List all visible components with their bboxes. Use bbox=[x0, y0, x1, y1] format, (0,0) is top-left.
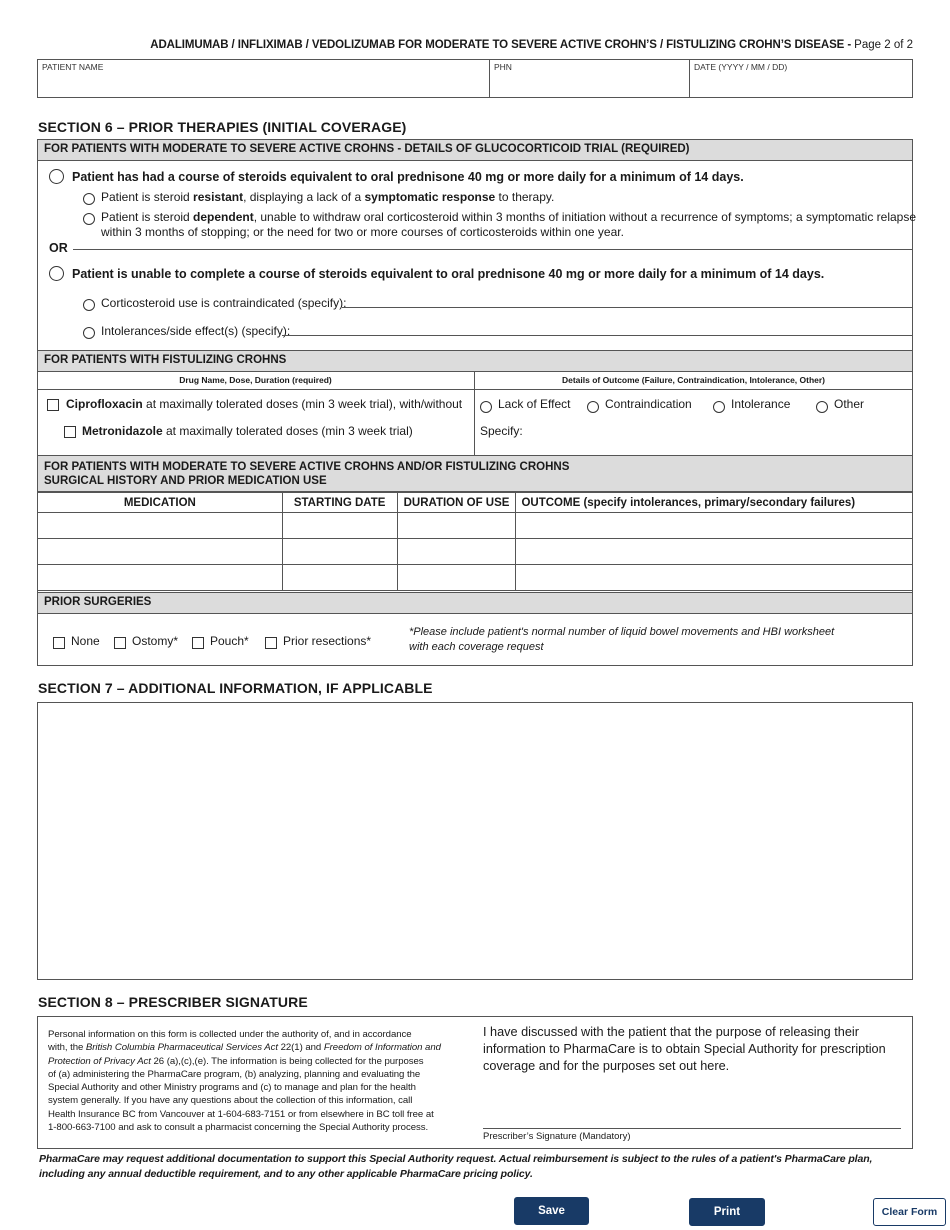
table-row bbox=[38, 565, 913, 591]
drug-column-header: Drug Name, Dose, Duration (required) bbox=[37, 372, 474, 390]
prior-surgeries-band: PRIOR SURGERIES bbox=[37, 592, 913, 614]
or-label: OR bbox=[49, 241, 68, 255]
prior-resections-checkbox[interactable] bbox=[265, 634, 277, 652]
unable-steroid-label: Patient is unable to complete a course of steroids equivalent to oral prednisone 40 mg or more daily for a minimum of 14 days. bbox=[72, 267, 825, 281]
starting-date-cell[interactable] bbox=[282, 539, 397, 565]
surgical-band-line-1: FOR PATIENTS WITH MODERATE TO SEVERE ACTIVE CROHNS AND/OR FISTULIZING CROHNS bbox=[44, 461, 570, 473]
page-number: Page 2 of 2 bbox=[854, 39, 913, 51]
steroid-course-label: Patient has had a course of steroids equivalent to oral prednisone 40 mg or more daily for a minimum of 14 days. bbox=[72, 170, 744, 184]
medication-header: MEDICATION bbox=[38, 493, 283, 513]
ostomy-label: Ostomy* bbox=[132, 634, 179, 648]
medication-cell[interactable] bbox=[38, 565, 283, 591]
consent-line: I have discussed with the patient that the purpose of releasing their bbox=[483, 1025, 859, 1039]
disclaimer-line: including any annual deductible requirement, and to any other applicable PharmaCare pricing policy. bbox=[39, 1168, 533, 1180]
clear-form-button[interactable]: Clear Form bbox=[873, 1198, 946, 1226]
duration-cell[interactable] bbox=[397, 513, 516, 539]
contraindicated-label: Corticosteroid use is contraindicated (specify): bbox=[101, 296, 347, 310]
intolerance-specify-label: Intolerances/side effect(s) (specify): bbox=[101, 324, 291, 338]
additional-info-field[interactable] bbox=[37, 702, 913, 980]
print-button[interactable]: Print bbox=[689, 1198, 765, 1226]
patient-name-label: PATIENT NAME bbox=[42, 62, 104, 72]
privacy-line: 1-800-663-7100 and ask to consult a pharmacist concerning the Special Authority process. bbox=[48, 1122, 429, 1134]
glucocorticoid-band: FOR PATIENTS WITH MODERATE TO SEVERE ACTIVE CROHNS - DETAILS OF GLUCOCORTICOID TRIAL (REQUIRED) bbox=[37, 139, 913, 161]
table-row bbox=[38, 539, 913, 565]
divider bbox=[689, 60, 690, 97]
signature-label: Prescriber’s Signature (Mandatory) bbox=[483, 1131, 631, 1142]
privacy-line: system generally. If you have any questions about the collection of this information, call bbox=[48, 1095, 413, 1107]
duration-header: DURATION OF USE bbox=[397, 493, 516, 513]
steroid-resistant-label: Patient is steroid resistant, displaying a lack of a symptomatic response to therapy. bbox=[101, 190, 555, 204]
signature-field[interactable] bbox=[483, 1095, 901, 1129]
other-label: Other bbox=[834, 397, 865, 411]
form-title: ADALIMUMAB / INFLIXIMAB / VEDOLIZUMAB FOR MODERATE TO SEVERE ACTIVE CROHN’S / FISTULIZING CROHN’S DISEASE bbox=[150, 39, 845, 51]
surgical-band-line-2: SURGICAL HISTORY AND PRIOR MEDICATION USE bbox=[44, 475, 327, 487]
metronidazole-label: Metronidazole at maximally tolerated doses (min 3 week trial) bbox=[82, 424, 413, 438]
privacy-notice bbox=[48, 1028, 468, 1134]
specify-label: Specify: bbox=[480, 424, 523, 438]
contraindication-radio[interactable] bbox=[587, 398, 599, 416]
steroid-dependent-label-cont: within 3 months of stopping; or the need for two or more courses of corticosteroids within one year. bbox=[101, 225, 624, 239]
medication-header-row bbox=[38, 493, 913, 513]
outcome-column-header: Details of Outcome (Failure, Contraindication, Intolerance, Other) bbox=[474, 372, 913, 390]
medication-table bbox=[37, 492, 913, 591]
pouch-checkbox[interactable] bbox=[192, 634, 204, 652]
privacy-line: with, the British Columbia Pharmaceutical Services Act 22(1) and Freedom of Information and bbox=[48, 1042, 441, 1054]
contraindicated-field[interactable] bbox=[342, 294, 912, 308]
patient-info-row bbox=[37, 59, 913, 98]
specify-field[interactable] bbox=[525, 422, 905, 438]
surgery-note bbox=[409, 625, 834, 655]
starting-date-cell[interactable] bbox=[282, 565, 397, 591]
ostomy-checkbox[interactable] bbox=[114, 634, 126, 652]
outcome-header: OUTCOME (specify intolerances, primary/secondary failures) bbox=[516, 493, 913, 513]
date-field[interactable] bbox=[694, 74, 909, 96]
save-button[interactable]: Save bbox=[514, 1197, 589, 1225]
privacy-line: of (a) administering the PharmaCare program, (b) analyzing, planning and evaluating the bbox=[48, 1068, 421, 1080]
privacy-line: Personal information on this form is collected under the authority of, and in accordance bbox=[48, 1029, 412, 1040]
pouch-label: Pouch* bbox=[210, 634, 249, 648]
starting-date-cell[interactable] bbox=[282, 513, 397, 539]
intolerance-radio[interactable] bbox=[713, 398, 725, 416]
surgery-note-line-2: with each coverage request bbox=[409, 641, 544, 653]
column-divider bbox=[474, 372, 475, 456]
disclaimer-line: PharmaCare may request additional documentation to support this Special Authority request. Actual reimbursement is subject to the rules of a patient's PharmaCare plan, bbox=[39, 1153, 873, 1165]
privacy-line: Protection of Privacy Act 26 (a),(c),(e). The information is being collected for the purposes bbox=[48, 1055, 424, 1067]
medication-cell[interactable] bbox=[38, 539, 283, 565]
outcome-cell[interactable] bbox=[516, 539, 913, 565]
consent-line: coverage and for the purposes set out here. bbox=[483, 1059, 730, 1073]
steroid-course-radio[interactable] bbox=[49, 168, 64, 186]
surgery-note-line-1: *Please include patient's normal number of liquid bowel movements and HBI worksheet bbox=[409, 626, 835, 638]
privacy-line: Special Authority and other Ministry programs and (c) to manage and plan for the health bbox=[48, 1082, 416, 1094]
intolerance-specify-radio[interactable] bbox=[83, 324, 95, 342]
none-checkbox[interactable] bbox=[53, 634, 65, 652]
steroid-dependent-radio[interactable] bbox=[83, 210, 95, 228]
steroid-dependent-label: Patient is steroid dependent, unable to withdraw oral corticosteroid within 3 months of initiation without a recurrence of symptoms; a symptomatic relapse bbox=[101, 210, 917, 224]
consent-line: information to PharmaCare is to obtain Special Authority for prescription bbox=[483, 1042, 886, 1056]
title-dash: - bbox=[844, 39, 855, 51]
section-8-title: SECTION 8 – PRESCRIBER SIGNATURE bbox=[38, 994, 308, 1010]
starting-date-header: STARTING DATE bbox=[282, 493, 397, 513]
contraindication-label: Contraindication bbox=[605, 397, 692, 411]
medication-cell[interactable] bbox=[38, 513, 283, 539]
lack-of-effect-radio[interactable] bbox=[480, 398, 492, 416]
page-header bbox=[0, 39, 913, 51]
ciprofloxacin-label: Ciprofloxacin at maximally tolerated doses (min 3 week trial), with/without bbox=[66, 397, 463, 411]
patient-name-field[interactable] bbox=[42, 74, 482, 96]
intolerance-specify-field[interactable] bbox=[282, 322, 912, 336]
other-radio[interactable] bbox=[816, 398, 828, 416]
section-6-title: SECTION 6 – PRIOR THERAPIES (INITIAL COVERAGE) bbox=[38, 119, 407, 135]
pharmacare-disclaimer bbox=[39, 1152, 872, 1182]
prior-resections-label: Prior resections* bbox=[283, 634, 372, 648]
lack-of-effect-label: Lack of Effect bbox=[498, 397, 571, 411]
phn-label: PHN bbox=[494, 62, 512, 72]
fistulizing-band: FOR PATIENTS WITH FISTULIZING CROHNS bbox=[37, 350, 913, 372]
duration-cell[interactable] bbox=[397, 565, 516, 591]
surgical-history-band bbox=[37, 455, 913, 492]
contraindicated-radio[interactable] bbox=[83, 296, 95, 314]
or-divider bbox=[73, 249, 913, 250]
divider bbox=[489, 60, 490, 97]
intolerance-label: Intolerance bbox=[731, 397, 791, 411]
outcome-cell[interactable] bbox=[516, 513, 913, 539]
section-7-title: SECTION 7 – ADDITIONAL INFORMATION, IF APPLICABLE bbox=[38, 680, 433, 696]
ciprofloxacin-checkbox[interactable] bbox=[47, 396, 59, 414]
duration-cell[interactable] bbox=[397, 539, 516, 565]
metronidazole-checkbox[interactable] bbox=[64, 423, 76, 441]
steroid-resistant-radio[interactable] bbox=[83, 190, 95, 208]
consent-statement bbox=[483, 1024, 886, 1075]
phn-field[interactable] bbox=[494, 74, 684, 96]
outcome-cell[interactable] bbox=[516, 565, 913, 591]
privacy-line: Health Insurance BC from Vancouver at 1-604-683-7151 or from elsewhere in BC toll free at bbox=[48, 1108, 434, 1120]
date-label: DATE (YYYY / MM / DD) bbox=[694, 62, 788, 72]
none-label: None bbox=[71, 634, 100, 648]
unable-steroid-radio[interactable] bbox=[49, 265, 64, 283]
table-row bbox=[38, 513, 913, 539]
